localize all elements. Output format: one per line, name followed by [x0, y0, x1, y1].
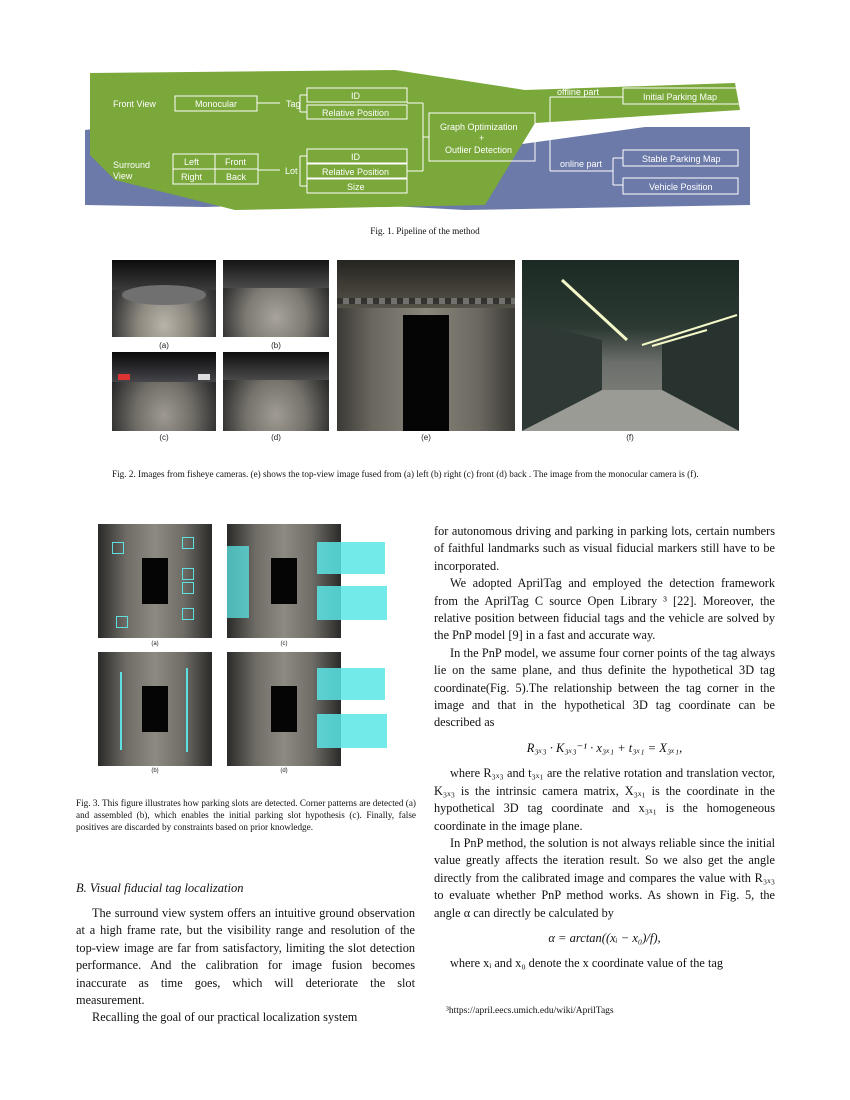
fig2-label-b: (b): [271, 341, 281, 350]
monocular-label: Monocular: [195, 99, 238, 109]
left-paragraph-2: Recalling the goal of our practical localization system: [92, 1010, 358, 1025]
figure2-caption: Fig. 2. Images from fisheye cameras. (e) shows the top-view image fused from (a) left (b) right (c) front (d) back . The image from the monocular camera is (f).: [112, 469, 699, 479]
fig2-label-c: (c): [159, 433, 169, 442]
fig3-label-d: (d): [280, 768, 288, 774]
equation-2: α = arctan((xᵢ − x₀)/f),: [548, 930, 661, 945]
front-view-label: Front View: [113, 99, 156, 109]
fig2-label-f: (f): [626, 433, 634, 442]
slot-detect-a-image: [98, 524, 212, 638]
left-column: [76, 905, 415, 1027]
fisheye-front-image: [112, 352, 216, 431]
lot-label: Lot: [285, 166, 298, 176]
lot-relpos-label: Relative Position: [322, 167, 390, 177]
outlier-label: Outlier Detection: [445, 145, 513, 155]
monocular-image: [522, 260, 739, 431]
surround-label: Surround: [113, 160, 151, 170]
slot-detect-b-image: [98, 652, 212, 766]
fisheye-left-image: [112, 260, 216, 337]
tag-relpos-label: Relative Position: [322, 108, 390, 118]
left-label: Left: [184, 157, 200, 167]
vehicle-pos-label: Vehicle Position: [649, 182, 713, 192]
graph-opt-label: Graph Optimization: [440, 122, 518, 132]
slot-detect-c-image: [227, 524, 391, 638]
fig2-label-a: (a): [159, 341, 169, 350]
slot-detect-d-image: [227, 652, 391, 766]
footnote: ³https://april.eecs.umich.edu/wiki/AprilTags: [446, 1006, 614, 1016]
right-paragraph-5: where xᵢ and x₀ denote the x coordinate value of the tag: [450, 956, 723, 971]
pipeline-diagram: [85, 65, 765, 215]
stable-map-label: Stable Parking Map: [642, 154, 721, 164]
online-part-label: online part: [560, 159, 603, 169]
fig2-label-e: (e): [421, 433, 431, 442]
tag-label: Tag: [286, 99, 301, 109]
front-label: Front: [225, 157, 247, 167]
right-label: Right: [181, 172, 203, 182]
equation-1: R₃ₓ₃ · K₃ₓ₃⁻¹ · x₃ₓ₁ + t₃ₓ₁ = X₃ₓ₁,: [526, 740, 683, 755]
fig3-label-c: (c): [280, 641, 288, 647]
fig2-label-d: (d): [271, 433, 281, 442]
fig3-label-a: (a): [151, 641, 159, 647]
fisheye-right-image: [223, 260, 329, 337]
left-paragraph-1: The surround view system offers an intuitive ground observation at a high frame rate, but the visibility range and resolution of the top-view image are far from satisfactory, limiting the slot detection performance. And the calibration for image fusion becomes inaccurate as time goes, which will deteriorate the slot measurement.: [76, 906, 415, 1008]
fig3-label-b: (b): [151, 768, 159, 774]
right-paragraph-0: for autonomous driving and parking in parking lots, certain numbers of faithful landmarks such as visual fiducial markers still have to be incorporated.: [434, 524, 775, 573]
view-label: View: [113, 171, 133, 181]
figure1-caption: Fig. 1. Pipeline of the method: [370, 226, 480, 236]
size-label: Size: [347, 182, 365, 192]
top-view-image: [337, 260, 515, 431]
tag-id-label: ID: [351, 91, 360, 101]
initial-map-label: Initial Parking Map: [643, 92, 718, 102]
right-column: [434, 523, 775, 973]
lot-id-label: ID: [351, 152, 360, 162]
fisheye-back-image: [223, 352, 329, 431]
section-title: B. Visual fiducial tag localization: [76, 881, 244, 895]
right-paragraph-2: In the PnP model, we assume four corner points of the tag always lie on the same plane, and thus definite the hypothetical 3D tag coordinate(Fig. 5).The relationship between the tag corner in the image and that in the hypothetical 3D tag coordinate can be described as: [434, 645, 775, 730]
back-label: Back: [226, 172, 247, 182]
figure3-caption: Fig. 3. This figure illustrates how parking slots are detected. Corner patterns are detected (a) and assembled (b), which enables the initial parking slot hypothesis (c). Finally, false positives are discarded by constraints based on prior knowledge.: [76, 798, 416, 832]
plus-label: +: [479, 133, 485, 143]
right-paragraph-1: We adopted AprilTag and employed the detection framework from the AprilTag C source Open Library ³ [22]. Moreover, the relative position between fiducial tags and the vehicle are solved by the PnP model [9] in a fast and accurate way.: [434, 576, 775, 643]
offline-part-label: offline part: [557, 87, 599, 97]
right-paragraph-4: In PnP method, the solution is not always reliable since the initial value greatly affects the iteration result. So we also get the angle directly from the calibrated image and compares the value with R₃ₓ₃ to evaluate whether PnP method works. As shown in Fig. 5, the angle α can directly be calculated by: [434, 835, 775, 920]
right-paragraph-3: where R₃ₓ₃ and t₃ₓ₁ are the relative rotation and translation vector, K₃ₓ₃ is the intrinsic camera matrix, X₃ₓ₁ is the coordinate in the hypothetical 3D tag coordinate and x₃ₓ₁ is the homogeneous coordinate in the image plane.: [434, 766, 775, 833]
